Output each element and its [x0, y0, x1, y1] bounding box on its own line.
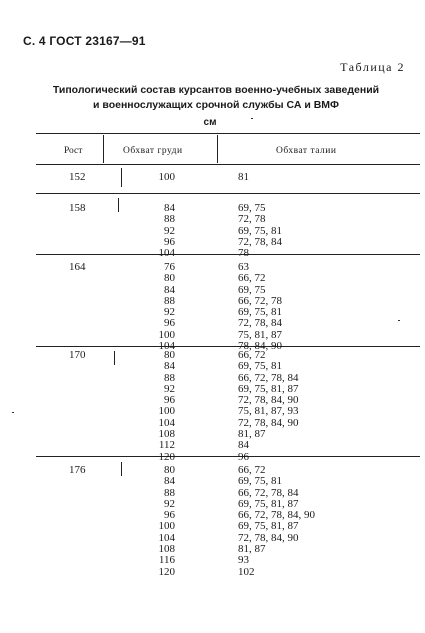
chest-value: 76 [164, 261, 175, 273]
chest-value: 108 [158, 428, 175, 441]
chest-value: 88 [164, 486, 175, 499]
waist-values: 66, 72 [238, 272, 266, 285]
table-caption-line-2: и военнослужащих срочной службы СА и ВМФ [93, 99, 339, 111]
chest-value: 92 [164, 382, 175, 395]
unit-label: см [203, 117, 217, 128]
column-divider [121, 168, 122, 187]
chest-value: 88 [164, 294, 175, 307]
header-bottom-rule [36, 164, 420, 165]
chest-value: 100 [158, 520, 175, 533]
chest-value: 96 [164, 317, 175, 330]
height-value: 158 [69, 202, 86, 214]
chest-value: 92 [164, 497, 175, 510]
waist-values: 69, 75 [238, 202, 266, 214]
chest-value: 104 [158, 247, 175, 260]
waist-values: 72, 78 [238, 213, 266, 226]
waist-values: 69, 75, 81, 87 [238, 382, 299, 395]
chest-value: 92 [164, 224, 175, 237]
chest-value: 96 [164, 394, 175, 407]
waist-values: 69, 75, 81, 87 [238, 497, 299, 510]
group-separator [36, 346, 420, 347]
scan-speck [12, 412, 14, 413]
group-separator [36, 193, 420, 194]
waist-values: 69, 75, 81 [238, 475, 282, 488]
waist-values: 81, 87 [238, 543, 266, 556]
waist-values: 84 [238, 439, 249, 452]
column-header-height: Рост [64, 146, 83, 156]
chest-column [150, 350, 175, 463]
height-value: 164 [69, 261, 86, 273]
chest-value: 100 [158, 171, 175, 183]
waist-column [238, 465, 315, 578]
chest-value: 84 [164, 283, 175, 296]
chest-value: 96 [164, 235, 175, 248]
waist-values: 69, 75, 81 [238, 360, 282, 373]
chest-value: 100 [158, 328, 175, 341]
waist-values: 72, 78, 84, 90 [238, 416, 299, 429]
group-separator [36, 254, 420, 255]
chest-value: 120 [158, 450, 175, 463]
waist-values: 75, 81, 87, 93 [238, 405, 299, 418]
waist-values: 66, 72, 78 [238, 294, 282, 307]
waist-values: 69, 75, 81 [238, 306, 282, 319]
chest-column [150, 203, 175, 259]
waist-column [238, 262, 282, 352]
waist-column [238, 350, 299, 463]
chest-value: 88 [164, 213, 175, 226]
table-top-rule [36, 133, 420, 134]
column-divider [118, 198, 119, 212]
header-divider [217, 135, 218, 163]
waist-values: 63 [238, 261, 249, 273]
column-divider [121, 462, 122, 476]
waist-values: 69, 75, 81, 87 [238, 520, 299, 533]
chest-value: 92 [164, 306, 175, 319]
group-separator [36, 456, 420, 457]
chest-value: 88 [164, 371, 175, 384]
waist-values: 75, 81, 87 [238, 328, 282, 341]
waist-values: 72, 78, 84, 90 [238, 394, 299, 407]
table-label: Таблица 2 [340, 60, 405, 74]
chest-value: 80 [164, 272, 175, 285]
waist-values: 78 [238, 247, 249, 260]
waist-values: 69, 75 [238, 283, 266, 296]
page-header: С. 4 ГОСТ 23167—91 [23, 34, 146, 48]
waist-values: 69, 75, 81 [238, 224, 282, 237]
waist-values: 72, 78, 84 [238, 235, 282, 248]
chest-value: 100 [158, 405, 175, 418]
scan-speck [251, 118, 253, 119]
waist-values: 66, 72, 78, 84 [238, 486, 299, 499]
waist-values: 66, 72, 78, 84 [238, 371, 299, 384]
waist-values: 72, 78, 84, 90 [238, 531, 299, 544]
column-divider [114, 351, 115, 365]
chest-value: 104 [158, 340, 175, 353]
waist-values: 66, 72 [238, 349, 266, 361]
chest-column [150, 262, 175, 352]
scan-speck [398, 320, 400, 321]
waist-values: 102 [238, 565, 255, 578]
chest-value: 84 [164, 360, 175, 373]
chest-column [150, 465, 175, 578]
chest-value: 84 [164, 475, 175, 488]
waist-values: 72, 78, 84 [238, 317, 282, 330]
waist-values: 93 [238, 554, 249, 567]
chest-value: 120 [158, 565, 175, 578]
column-header-waist: Обхват талии [276, 146, 337, 156]
column-header-chest: Обхват груди [123, 146, 183, 156]
waist-values: 66, 72 [238, 464, 266, 476]
table-caption-line-1: Типологический состав курсантов военно-учебных заведений [52, 84, 380, 96]
height-value: 152 [69, 171, 86, 183]
waist-values: 66, 72, 78, 84, 90 [238, 509, 315, 522]
header-divider [103, 135, 104, 163]
chest-value: 96 [164, 509, 175, 522]
waist-values: 81 [238, 171, 249, 183]
chest-value: 112 [158, 439, 175, 452]
chest-column [150, 172, 175, 183]
waist-column [238, 172, 249, 183]
waist-values: 78, 84, 90 [238, 340, 282, 353]
chest-value: 104 [158, 416, 175, 429]
waist-values: 81, 87 [238, 428, 266, 441]
chest-value: 80 [164, 349, 175, 361]
height-value: 170 [69, 349, 86, 361]
height-value: 176 [69, 464, 86, 476]
chest-value: 84 [164, 202, 175, 214]
chest-value: 108 [158, 543, 175, 556]
waist-column [238, 203, 282, 259]
chest-value: 80 [164, 464, 175, 476]
chest-value: 104 [158, 531, 175, 544]
chest-value: 116 [158, 554, 175, 567]
waist-values: 96 [238, 450, 249, 463]
